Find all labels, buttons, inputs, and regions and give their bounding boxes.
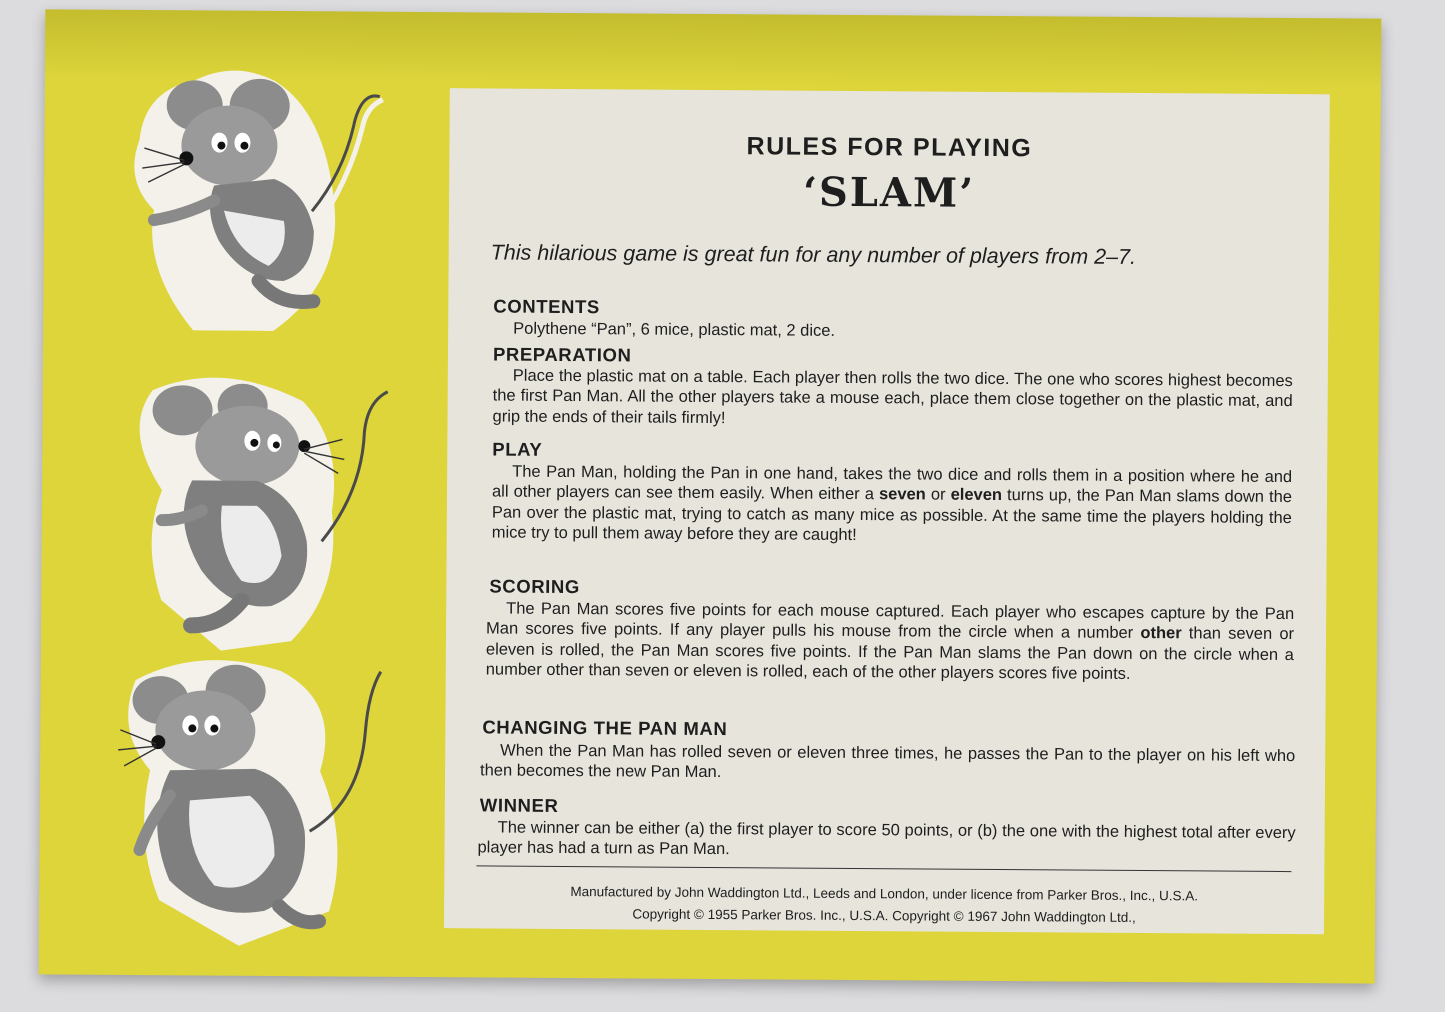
rules-heading: RULES FOR PLAYING bbox=[746, 132, 1033, 163]
intro-text: This hilarious game is great fun for any number of players from 2–7. bbox=[490, 240, 1137, 269]
footer-manufacturer: Manufactured by John Waddington Ltd., Leeds and London, under licence from Parker Bros., Inc., U.S.A. bbox=[570, 884, 1199, 904]
section-heading-play: PLAY bbox=[492, 438, 543, 460]
section-heading-preparation: PREPARATION bbox=[492, 343, 632, 366]
footer-copyright: Copyright © 1955 Parker Bros. Inc., U.S.A. Copyright © 1967 John Waddington Ltd., bbox=[632, 906, 1136, 925]
section-heading-winner: WINNER bbox=[479, 794, 559, 816]
mouse-illustration-bottom bbox=[39, 649, 411, 952]
rules-panel bbox=[444, 88, 1330, 934]
section-heading-changing-pan-man: CHANGING THE PAN MAN bbox=[482, 716, 728, 740]
footer-divider bbox=[476, 865, 1291, 872]
game-title: ‘SLAM’ bbox=[802, 168, 976, 217]
mouse-illustration-middle bbox=[41, 369, 413, 652]
rules-sheet bbox=[39, 9, 1382, 983]
section-body-preparation: Place the plastic mat on a table. Each player then rolls the two dice. The one who scores highest becomes the first Pan Man. All the other players take a mouse each, place them close together on the plastic mat, and grip the ends of their tails firmly! bbox=[492, 366, 1293, 427]
section-body-play: The Pan Man, holding the Pan in one hand, takes the two dice and rolls them in a position where he and all other players can see them easily. When either a seven or eleven turns up, the Pan Man slams down the Pan over the plastic mat, trying to catch as many mice as possible. At the same time the players holding the mice try to pull them away before they are caught! bbox=[491, 462, 1293, 544]
mouse-illustration-top bbox=[43, 49, 415, 332]
section-body-winner: The winner can be either (a) the first player to score 50 points, or (b) the one with the highest total after every player has had a turn as Pan Man. bbox=[477, 818, 1296, 859]
section-body-changing-pan-man: When the Pan Man has rolled seven or eleven three times, he passes the Pan to the player on his left who then becomes the new Pan Man. bbox=[480, 741, 1296, 782]
section-heading-contents: CONTENTS bbox=[493, 295, 600, 318]
section-body-contents: Polythene “Pan”, 6 mice, plastic mat, 2 dice. bbox=[513, 319, 836, 340]
section-heading-scoring: SCORING bbox=[489, 575, 580, 598]
section-body-scoring: The Pan Man scores five points for each mouse captured. Each player who escapes capture by the Pan Man scores five points. If any player pulls his mouse from the circle when a number other than seven or eleven is rolled, the Pan Man scores five points. If the Pan Man slams the Pan down on the circle when a number other than seven or eleven is rolled, each of the other players scores five points. bbox=[485, 599, 1295, 683]
